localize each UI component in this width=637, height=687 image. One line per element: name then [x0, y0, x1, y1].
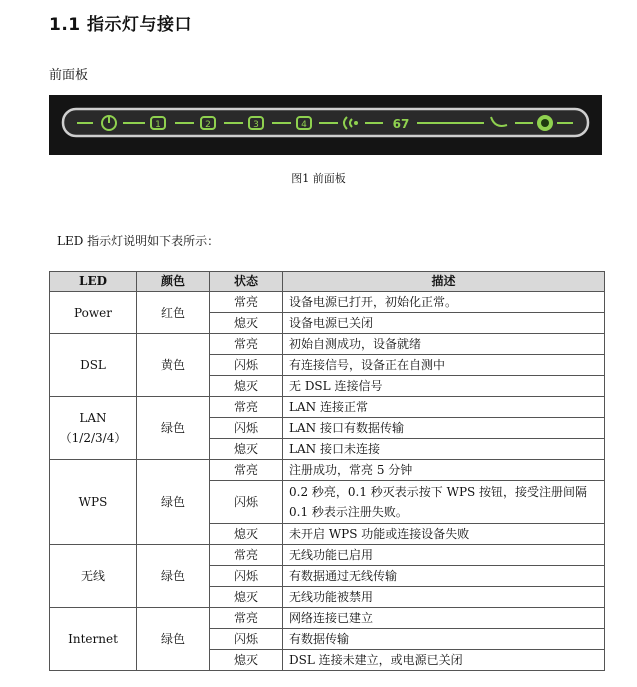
led-description: 有数据通过无线传输	[283, 566, 605, 587]
led-state: 常亮	[210, 292, 283, 313]
led-name-wireless: 无线	[50, 545, 137, 608]
led-color: 绿色	[137, 545, 210, 608]
wps-led-label: 67	[392, 117, 410, 131]
led-state: 闪烁	[210, 418, 283, 439]
lan1-label: 1	[155, 120, 161, 130]
table-row	[50, 397, 605, 418]
led-name-dsl: DSL	[50, 334, 137, 397]
lan2-label: 2	[205, 120, 211, 130]
led-state: 熄灭	[210, 524, 283, 545]
led-description: 未开启 WPS 功能或连接设备失败	[283, 524, 605, 545]
front-panel-image	[49, 95, 602, 155]
led-description: LAN 接口有数据传输	[283, 418, 605, 439]
led-description: 设备电源已关闭	[283, 313, 605, 334]
led-name-lan	[50, 397, 137, 460]
led-state: 熄灭	[210, 313, 283, 334]
header-description: 描述	[283, 272, 605, 292]
figure-caption: 图1 前面板	[291, 172, 346, 185]
led-state: 熄灭	[210, 650, 283, 671]
lan4-label: 4	[301, 120, 307, 130]
led-state: 常亮	[210, 545, 283, 566]
led-state: 常亮	[210, 334, 283, 355]
led-description: 初始自测成功，设备就绪	[283, 334, 605, 355]
led-state: 熄灭	[210, 587, 283, 608]
led-state: 闪烁	[210, 355, 283, 376]
led-name-lan-main: LAN	[79, 411, 107, 425]
led-name-wps: WPS	[50, 460, 137, 545]
table-row	[50, 334, 605, 355]
led-description: 有数据传输	[283, 629, 605, 650]
led-name-internet: Internet	[50, 608, 137, 671]
section-heading: 1.1 指示灯与接口	[49, 15, 193, 35]
led-state: 常亮	[210, 460, 283, 481]
led-state: 熄灭	[210, 376, 283, 397]
header-state: 状态	[210, 272, 283, 292]
table-row	[50, 608, 605, 629]
table-row	[50, 545, 605, 566]
led-description: DSL 连接未建立，或电源已关闭	[283, 650, 605, 671]
led-description: LAN 连接正常	[283, 397, 605, 418]
header-led: LED	[50, 272, 137, 292]
led-description: 有连接信号，设备正在自测中	[283, 355, 605, 376]
led-state: 熄灭	[210, 439, 283, 460]
led-description: 无线功能已启用	[283, 545, 605, 566]
header-color: 颜色	[137, 272, 210, 292]
led-color: 黄色	[137, 334, 210, 397]
led-color: 绿色	[137, 460, 210, 545]
table-row	[50, 292, 605, 313]
intro-text: LED 指示灯说明如下表所示：	[57, 234, 220, 248]
led-table	[49, 271, 605, 671]
led-description: 0.2 秒亮，0.1 秒灭表示按下 WPS 按钮，接受注册间隔 0.1 秒表示注册失败。	[283, 481, 605, 524]
front-panel-label: 前面板	[49, 68, 89, 83]
table-header-row	[50, 272, 605, 292]
led-state: 闪烁	[210, 566, 283, 587]
led-state: 闪烁	[210, 481, 283, 524]
led-color: 绿色	[137, 608, 210, 671]
led-description: 网络连接已建立	[283, 608, 605, 629]
led-state: 常亮	[210, 608, 283, 629]
led-description: 注册成功，常亮 5 分钟	[283, 460, 605, 481]
led-description: 设备电源已打开，初始化正常。	[283, 292, 605, 313]
led-description: 无 DSL 连接信号	[283, 376, 605, 397]
led-description: 无线功能被禁用	[283, 587, 605, 608]
led-state: 闪烁	[210, 629, 283, 650]
table-row	[50, 460, 605, 481]
led-description: LAN 接口未连接	[283, 439, 605, 460]
led-color: 红色	[137, 292, 210, 334]
led-state: 常亮	[210, 397, 283, 418]
lan3-label: 3	[253, 120, 259, 130]
led-color: 绿色	[137, 397, 210, 460]
led-name-power: Power	[50, 292, 137, 334]
led-name-lan-ports: （1/2/3/4）	[59, 431, 127, 445]
